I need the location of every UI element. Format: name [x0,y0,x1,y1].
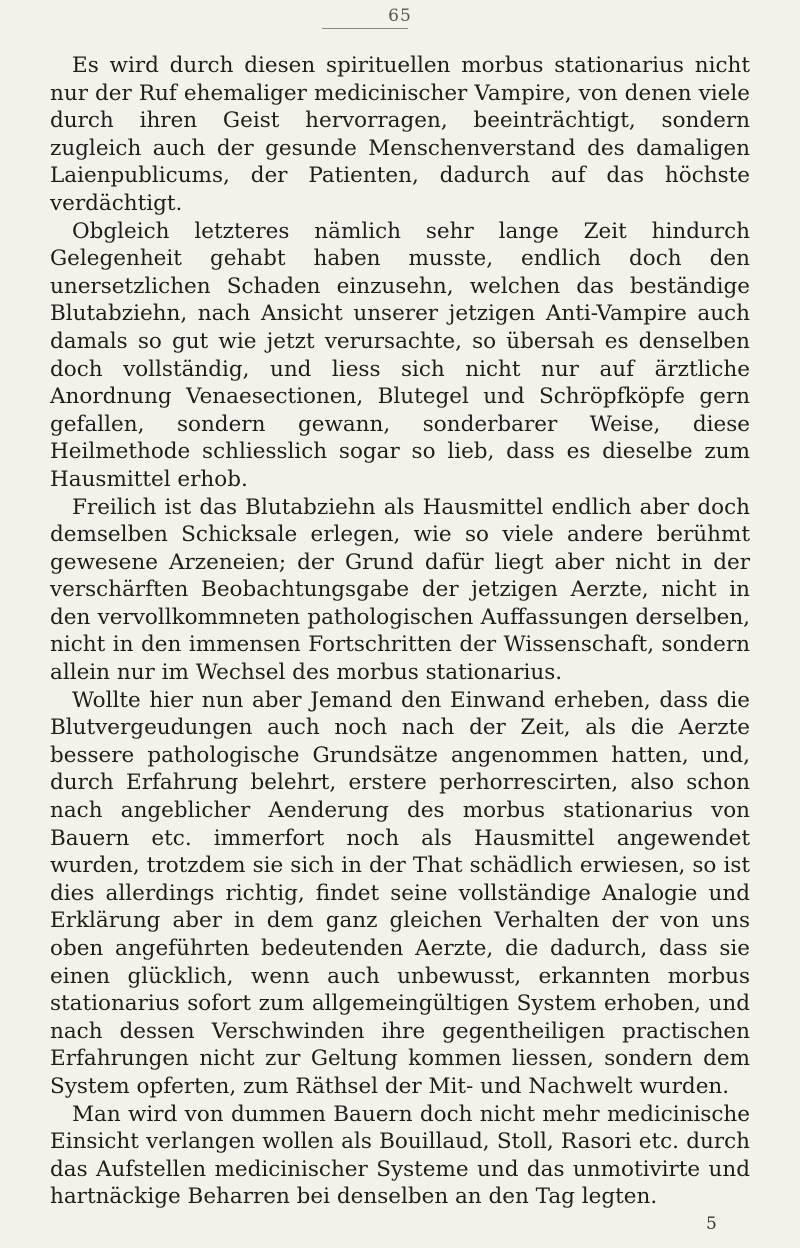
page-number: 65 [388,6,412,26]
signature-mark: 5 [706,1214,717,1234]
paragraph: Man wird von dummen Bauern doch nicht mehr medicinische Einsicht verlangen wollen als Bouillaud, Stoll, Rasori etc. durch das Aufstellen medicinischer Systeme und das unmotivirte und hartnäckige Beharren bei denselben an den Tag legten. [50,1101,750,1210]
body-text [50,52,750,1211]
paragraph: Es wird durch diesen spirituellen morbus stationarius nicht nur der Ruf ehemaliger medicinischer Vampire, von denen viele durch ihren Geist hervorragen, beeinträchtigt, sondern zugleich auch der gesunde Menschenverstand des damaligen Laienpublicums, der Patienten, dadurch auf das höchste verdächtigt. [50,53,750,216]
paragraph: Obgleich letzteres nämlich sehr lange Zeit hindurch Gelegenheit gehabt haben musste, endlich doch den unersetzlichen Schaden einzusehn, welchen das beständige Blutabziehn, nach Ansicht unserer jetzigen Anti-Vampire auch damals so gut wie jetzt verursachte, so übersah es denselben doch vollständig, und liess sich nicht nur auf ärztliche Anordnung Venaesectionen, Blutegel und Schröpfköpfe gern gefallen, sondern gewann, sonderbarer Weise, diese Heilmethode schliesslich sogar so lieb, dass es dieselbe zum Hausmittel erhob. [50,218,750,492]
header-rule [322,28,408,29]
paragraph: Wollte hier nun aber Jemand den Einwand erheben, dass die Blutvergeudungen auch noch nach der Zeit, als die Aerzte bessere pathologische Grundsätze angenommen hatten, und, durch Erfahrung belehrt, erstere perhorrescirten, also schon nach angeblicher Aenderung des morbus stationarius von Bauern etc. immerfort noch als Hausmittel angewendet wurden, trotzdem sie sich in der That schädlich erwiesen, so ist dies allerdings richtig, findet seine vollständige Analogie und Erklärung aber in dem ganz gleichen Verhalten der von uns oben angeführten bedeutenden Aerzte, die dadurch, dass sie einen glücklich, wenn auch unbewusst, erkannten morbus stationarius sofort zum allgemeingültigen System erhoben, und nach dessen Verschwinden ihre gegentheiligen practischen Erfahrungen nicht zur Geltung kommen liessen, sondern dem System opferten, zum Räthsel der Mit- und Nachwelt wurden. [50,687,750,1099]
paragraph: Freilich ist das Blutabziehn als Hausmittel endlich aber doch demselben Schicksale erlegen, wie so viele andere berühmt gewesene Arzeneien; der Grund dafür liegt aber nicht in der verschärften Beobachtungsgabe der jetzigen Aerzte, nicht in den vervollkommneten pathologischen Auffassungen derselben, nicht in den immensen Fortschritten der Wissenschaft, sondern allein nur im Wechsel des morbus stationarius. [50,494,750,686]
